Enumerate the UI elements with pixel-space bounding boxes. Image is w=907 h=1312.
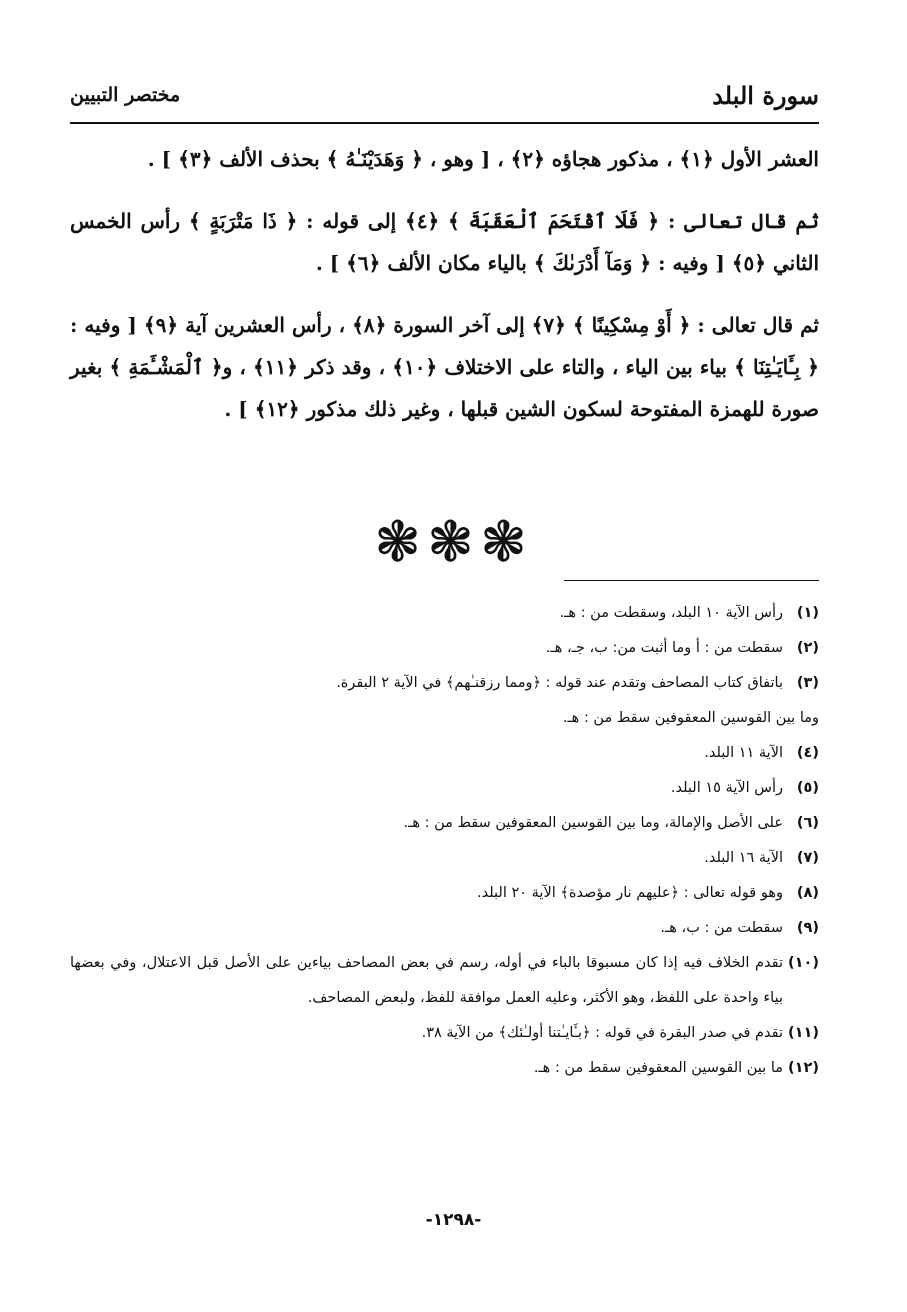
footnote-number: (٥) xyxy=(796,780,819,796)
footnote-3 xyxy=(70,666,819,701)
paragraph-3: ثم قال تعالى : ﴿ أَوْ مِسْكِينًا ﴾ ﴿٧﴾ إلى آخر السورة ﴿٨﴾ ، رأس العشرين آية ﴿٩﴾ [ وفيه : ﴿ بِـَٔايَـٰتِنَا ﴾ بياء بين الياء ، والتاء على الاختلاف ﴿١٠﴾ ، وقد ذكر ﴿١١﴾ ، و﴿ ٱلْمَشْـَٔمَةِ ﴾ بغير صورة للهمزة المفتوحة لسكون الشين قبلها ، وغير ذلك مذكور ﴿١٢﴾ ] . xyxy=(70,313,819,421)
footnote-divider xyxy=(564,580,819,581)
footnote-text: ما بين القوسين المعقوفين سقط من : هـ. xyxy=(533,1060,783,1076)
footnote-6 xyxy=(70,806,819,841)
footnote-7 xyxy=(70,841,819,876)
footnote-text: باتفاق كتاب المصاحف وتقدم عند قوله : ﴿ومما رزقنـٰهم﴾ في الآية ٢ البقرة. xyxy=(336,675,783,691)
footnote-number: (٩) xyxy=(796,920,819,936)
footnote-text: سقطت من : أ وما أثبت من: ب، جـ، هـ. xyxy=(545,640,783,656)
footnote-9 xyxy=(70,911,819,946)
footnote-11 xyxy=(70,1016,819,1051)
footnote-number: (٦) xyxy=(796,815,819,831)
paragraph-2: ثم قال تعالى : ﴿ فَلَا ٱقْتَحَمَ ٱلْعَقَبَةَ ﴾ ﴿٤﴾ إلى قوله : ﴿ ذَا مَتْرَبَةٍ ﴾ رأس الخمس الثاني ﴿٥﴾ [ وفيه : ﴿ وَمَآ أَدْرَىٰكَ ﴾ بالياء مكان الألف ﴿٦﴾ ] . xyxy=(70,209,819,275)
footnote-1 xyxy=(70,596,819,631)
footnote-number: (٤) xyxy=(796,745,819,761)
footnote-3-continuation: وما بين القوسين المعقوفين سقط من : هـ. xyxy=(562,710,819,726)
footnote-number: (١٠) xyxy=(788,955,819,971)
book-title: مختصر التبيين xyxy=(70,84,181,106)
footnote-number: (١٢) xyxy=(788,1060,819,1076)
footnote-text: تقدم الخلاف فيه إذا كان مسبوقا بالباء في أوله، رسم في بعض المصاحف بياءين على الأصل قبل الاعتلال، وفي بعضها بياء واحدة على اللفظ، وهو الأكثر، وعليه العمل موافقة للفظ، ولبعض المصاحف. xyxy=(70,955,783,1006)
footnote-text: تقدم في صدر البقرة في قوله : ﴿بـَٔايـٰتنا أولـٰئك﴾ من الآية ٣٨. xyxy=(421,1025,783,1041)
footnote-text: سقطت من : ب، هـ. xyxy=(660,920,783,936)
footnote-number: (٢) xyxy=(796,640,819,656)
section-ornament: ❃❃❃ xyxy=(374,510,533,575)
main-text xyxy=(70,138,819,450)
footnote-text: وهو قوله تعالى : ﴿عليهم نار مؤصدة﴾ الآية ٢٠ البلد. xyxy=(477,885,783,901)
footnotes xyxy=(70,596,819,1086)
footnote-10 xyxy=(70,946,819,1016)
footnote-number: (٧) xyxy=(796,850,819,866)
footnote-text: رأس الآية ١٥ البلد. xyxy=(670,780,783,796)
header-divider xyxy=(70,122,819,124)
footnote-12 xyxy=(70,1051,819,1086)
page-header xyxy=(70,70,819,120)
footnote-text: الآية ١٦ البلد. xyxy=(704,850,783,866)
footnote-text: على الأصل والإمالة، وما بين القوسين المعقوفين سقط من : هـ. xyxy=(403,815,783,831)
footnote-number: (٣) xyxy=(796,675,819,691)
surah-title: سورة البلد xyxy=(712,80,819,110)
page-number: -١٢٩٨- xyxy=(425,1210,482,1230)
footnote-number: (١١) xyxy=(788,1025,819,1041)
footnote-number: (١) xyxy=(796,605,819,621)
footnote-5 xyxy=(70,771,819,806)
footnote-8 xyxy=(70,876,819,911)
footnote-4 xyxy=(70,736,819,771)
footnote-number: (٨) xyxy=(796,885,819,901)
footnote-text: رأس الآية ١٠ البلد، وسقطت من : هـ. xyxy=(559,605,783,621)
paragraph-1: العشر الأول ﴿١﴾ ، مذكور هجاؤه ﴿٢﴾ ، [ وهو ، ﴿ وَهَدَيْنَـٰهُ ﴾ بحذف الألف ﴿٣﴾ ] . xyxy=(147,147,819,171)
footnote-2 xyxy=(70,631,819,666)
footnote-text: الآية ١١ البلد. xyxy=(704,745,783,761)
